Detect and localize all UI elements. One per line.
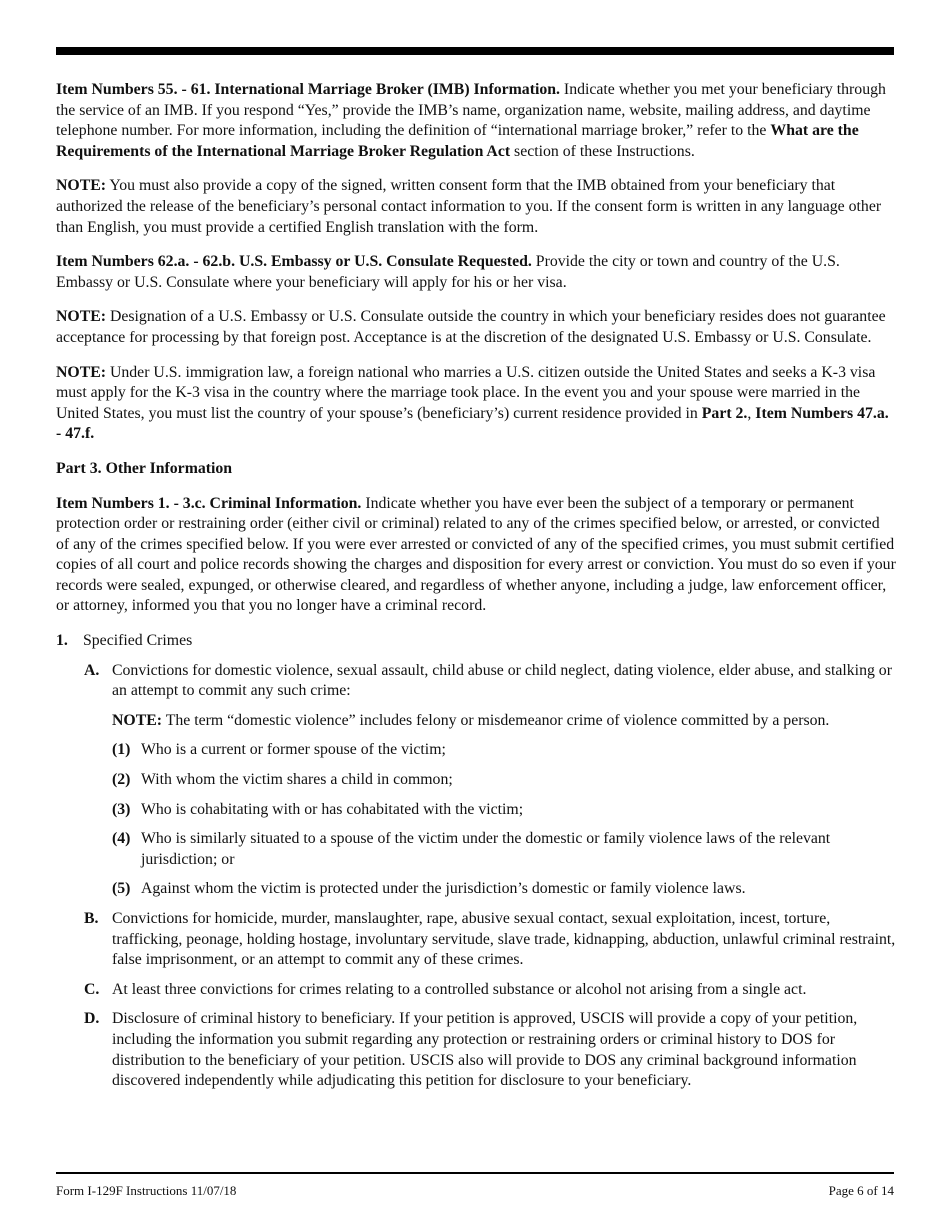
item-letter: B. (84, 910, 99, 927)
sub-item-text: Who is a current or former spouse of the victim; (141, 741, 446, 759)
imb-paragraph (56, 80, 896, 162)
sub-item-text: Against whom the victim is protected under the jurisdiction’s domestic or family violence laws. (141, 880, 746, 898)
imb-text-1: Indicate whether you met your beneficiary through the service of an IMB. If you respond “Yes,” provide the IMB’s name, organization name, website, mailing address, and daytime telephone number. For more information, including the definition of “international marriage broker,” refer to the (56, 81, 886, 140)
item-text: Convictions for domestic violence, sexual assault, child abuse or child neglect, dating violence, elder abuse, and stalking or an attempt to commit any such crime: (112, 661, 892, 700)
sub-item-text: Who is cohabitating with or has cohabitated with the victim; (141, 800, 524, 818)
sub-item (112, 800, 896, 821)
note-domestic-violence (112, 711, 896, 732)
item-letter: A. (84, 661, 100, 679)
note-label: NOTE: (56, 363, 107, 381)
note-label: NOTE: (56, 177, 107, 195)
footer-page-number: Page 6 of 14 (828, 1183, 894, 1198)
item-letter: D. (84, 1010, 100, 1028)
note-text: You must also provide a copy of the signed, written consent form that the IMB obtained from your beneficiary that authorized the release of the beneficiary’s personal contact information to you. If the consent form is written in any language other than English, you must provide a certified English translation with the form. (56, 177, 882, 236)
list-title: Specified Crimes (83, 632, 193, 650)
header-rule (56, 47, 894, 55)
footer-rule (56, 1172, 894, 1174)
item-text: Disclosure of criminal history to beneficiary. If your petition is approved, USCIS will provide a copy of your petition, including the information you submit regarding any protection or restraining orders or criminal history to DOS for distribution to the beneficiary of your petition. USCIS also will provide to DOS any criminal background information discovered independently while adjudicating this petition for disclosure to your beneficiary. (112, 1010, 858, 1090)
item-text: At least three convictions for crimes relating to a controlled substance or alcohol not arising from a single act. (112, 980, 807, 998)
imb-reference: What are the Requirements of the International Marriage Broker Regulation Act (56, 122, 859, 160)
note-label: NOTE: (112, 711, 163, 729)
note-consent-form (56, 176, 896, 238)
crimes-sublist (84, 661, 896, 1092)
note-k3-visa (56, 363, 896, 445)
sub-item-number: (1) (112, 741, 131, 759)
item-letter: C. (84, 980, 100, 998)
sub-item-text: Who is similarly situated to a spouse of the victim under the domestic or family violence laws of the relevant jurisdiction; or (141, 830, 831, 868)
footer-form-label: Form I-129F Instructions 11/07/18 (56, 1183, 237, 1198)
note-text: Designation of a U.S. Embassy or U.S. Consulate outside the country in which your beneficiary resides does not guarantee acceptance for processing by that foreign post. Acceptance is at the discretion of the designated U.S. Embassy or U.S. Consulate. (56, 308, 886, 346)
page-content (56, 80, 896, 1101)
embassy-paragraph (56, 252, 896, 293)
sub-item (112, 879, 896, 900)
sub-item-text: With whom the victim shares a child in common; (141, 771, 453, 789)
item-numbers-reference: Item Numbers 47.a. - 47.f. (56, 404, 889, 443)
criminal-info-paragraph (56, 494, 896, 618)
crime-item-d (84, 1009, 896, 1091)
criminal-label: Item Numbers 1. - 3.c. Criminal Information. (56, 494, 362, 512)
list-number: 1. (56, 632, 68, 650)
part3-heading: Part 3. Other Information (56, 459, 233, 477)
sub-item (112, 829, 896, 870)
imb-label: Item Numbers 55. - 61. International Marriage Broker (IMB) Information. (56, 81, 560, 98)
sub-item-number: (2) (112, 771, 131, 789)
embassy-label: Item Numbers 62.a. - 62.b. U.S. Embassy or U.S. Consulate Requested. (56, 253, 532, 271)
note-text: Under U.S. immigration law, a foreign national who marries a U.S. citizen outside the United States and seeks a K-3 visa must apply for the K-3 visa in the country where the marriage took place. In the event you and your spouse were married in the United States, you must list the country of your spouse’s (beneficiary’s) current residence provided in (56, 363, 876, 422)
criminal-text: Indicate whether you have ever been the subject of a temporary or permanent protection order or restraining order (either civil or criminal) related to any of the crimes specified below, or arrested, or convicted of any of the crimes specified below. If you were ever arrested or convicted of any of the specified crimes, you must submit certified copies of all court and police records showing the charges and disposition for every arrest or conviction. You must do so even if your records were sealed, expunged, or otherwise cleared, and regardless of whether anyone, including a judge, law enforcement officer, or attorney, informed you that you no longer have a criminal record. (56, 494, 896, 615)
sub-item-number: (3) (112, 800, 131, 818)
sub-item-number: (4) (112, 830, 131, 848)
note-text: The term “domestic violence” includes felony or misdemeanor crime of violence committed by a person. (162, 711, 830, 729)
sub-item (112, 770, 896, 791)
embassy-text: Provide the city or town and country of the U.S. Embassy or U.S. Consulate where your beneficiary will apply for his or her visa. (56, 253, 840, 291)
crime-item-b (84, 909, 896, 971)
list-item-specified-crimes (56, 631, 896, 652)
sub-item (112, 740, 896, 761)
note-designation (56, 307, 896, 348)
crime-item-c (84, 980, 896, 1001)
item-text: Convictions for homicide, murder, manslaughter, rape, abusive sexual contact, sexual exploitation, incest, torture, trafficking, peonage, holding hostage, involuntary servitude, slave trade, kidnapping, abduction, unlawful criminal restraint, false imprisonment, or an attempt to commit any of these crimes. (112, 910, 896, 969)
note-label: NOTE: (56, 308, 107, 326)
reference-separator: , (747, 404, 756, 422)
part2-reference: Part 2. (701, 404, 748, 422)
sub-item-number: (5) (112, 880, 131, 898)
crime-item-a (84, 661, 896, 900)
imb-text-2: section of these Instructions. (510, 142, 695, 160)
